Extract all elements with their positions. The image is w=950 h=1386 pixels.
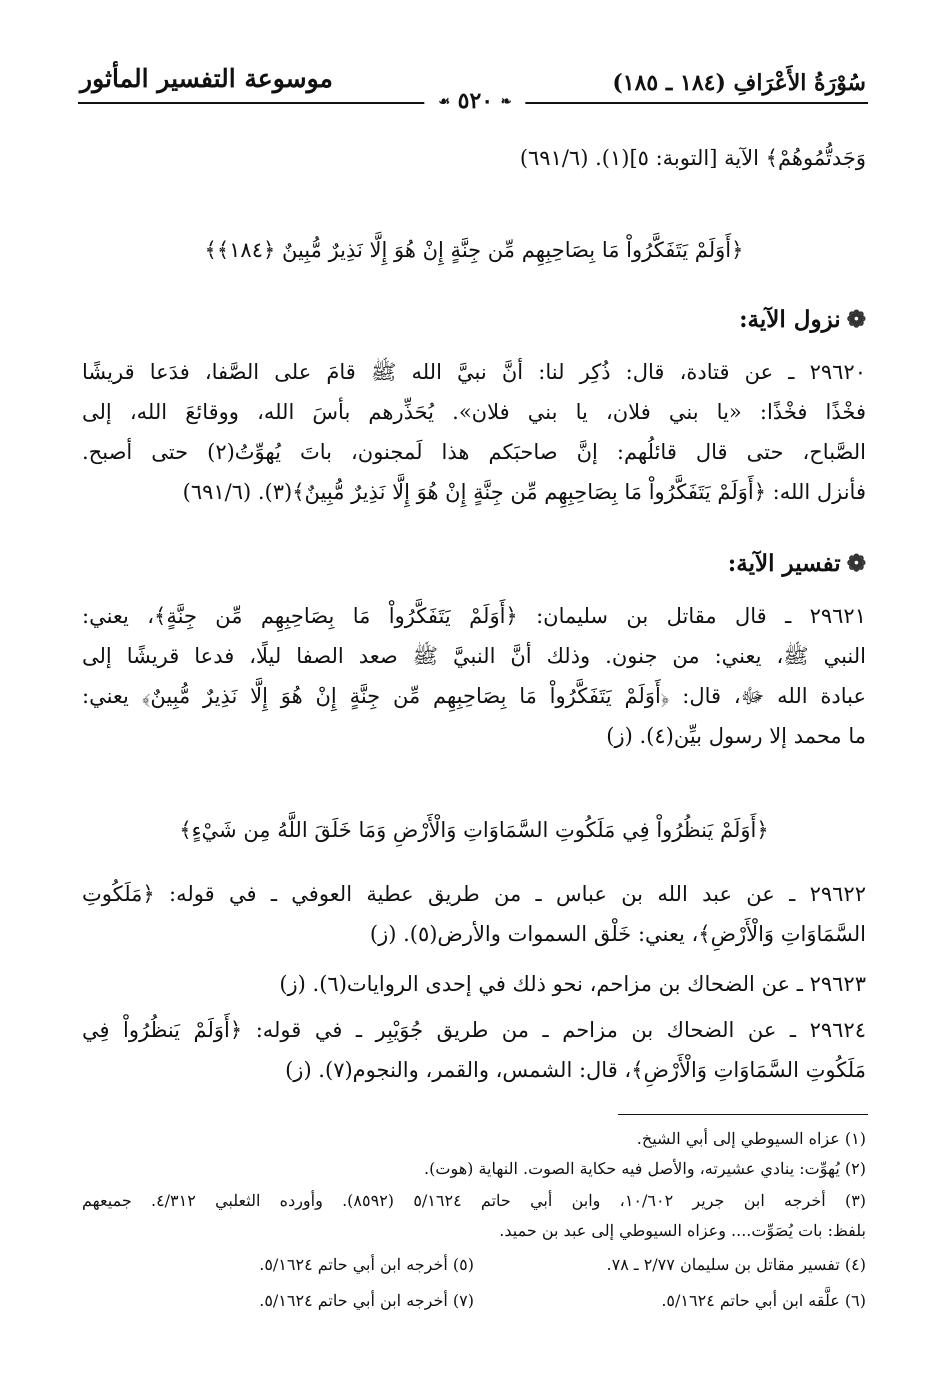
continuation-text: وَجَدتُّمُوهُمْ﴾ الآية [التوبة: ٥](١). (٦٩١/٦) [519,146,866,170]
footnote-1: (١) عزاه السيوطي إلى أبي الشيخ. [636,1129,866,1148]
ornament-right-icon: ☙ [438,94,450,110]
footnote-3-line-2: بلفظ: بات يُصَوِّت.... وعزاه السيوطي إلى عبد بن حميد. [499,1221,866,1240]
ornament-left-icon: ❧ [500,94,512,110]
footnote-3-line-1: (٣) أخرجه ابن جرير ١٠/٦٠٢، وابن أبي حاتم ٥/١٦٢٤ (٨٥٩٢). وأورده الثعلبي ٤/٣١٢. جميعهم [82,1191,866,1210]
narration-29623: ٢٩٦٢٣ ـ عن الضحاك بن مزاحم، نحو ذلك في إحدى الروايات(٦). (ز) [279,972,866,996]
ayah-185: ﴿أَوَلَمْ يَنظُرُواْ فِي مَلَكُوتِ السَّمَاوَاتِ وَالْأَرْضِ وَمَا خَلَقَ اللَّهُ مِن شَيْءٍ﴾ [179,818,769,842]
surah-title: سُوْرَةُ الأَعْرَافِ (١٨٤ ـ ١٨٥) [612,70,866,96]
flower-icon: ❁ [846,550,866,577]
section-heading-nuzul: ❁نزول الآية: [739,306,866,333]
footnote-4: (٤) تفسير مقاتل بن سليمان ٢/٧٧ ـ ٧٨. [606,1255,866,1274]
footnote-2: (٢) يُهوِّت: ينادي عشيرته، والأصل فيه حكاية الصوت. النهاية (هوت). [424,1159,866,1178]
footnote-7: (٧) أخرجه ابن أبي حاتم ٥/١٦٢٤. [259,1291,474,1310]
flower-icon: ❁ [846,306,866,333]
section-heading-tafsir: ❁تفسير الآية: [727,550,866,577]
ayah-184: ﴿أَوَلَمْ يَتَفَكَّرُواْ مَا بِصَاحِبِهِم مِّن جِنَّةٍ إِنْ هُوَ إِلَّا نَذِيرٌ مُّبِينٌ ﴿١٨٤﴾﴾ [204,238,744,262]
footnote-rule [618,1114,868,1115]
page-number-box [424,88,525,114]
book-title: موسوعة التفسير المأثور [80,64,333,93]
narration-29620: ٢٩٦٢٠ ـ عن قتادة، قال: ذُكِر لنا: أنَّ نبيَّ الله ﷺ قامَ على الصَّفا، فدَعا قريشًا فخْذًا فخْذًا: «يا بني فلان، يا بني فلان». يُحَذِّرهم بأسَ الله، ووقائعَ الله، إلى الصَّباح، حتى قال قائلُهم: إنَّ صاحبَكم هذا لَمجنون، باتَ يُهوِّتُ(٢) حتى أصبح. فأنزل الله: ﴿أَوَلَمْ يَتَفَكَّرُواْ مَا بِصَاحِبِهِم مِّن جِنَّةٍ إِنْ هُوَ إِلَّا نَذِيرٌ مُّبِينٌ﴾(٣). (٦٩١/٦) [82,360,866,504]
footnote-5: (٥) أخرجه ابن أبي حاتم ٥/١٦٢٤. [259,1255,474,1274]
page-number: ٥٢٠ [457,88,494,114]
footnote-6: (٦) علَّقه ابن أبي حاتم ٥/١٦٢٤. [661,1291,866,1310]
narration-29624: ٢٩٦٢٤ ـ عن الضحاك بن مزاحم ـ من طريق جُوَيْبِر ـ في قوله: ﴿أَوَلَمْ يَنظُرُواْ فِي مَلَكُوتِ السَّمَاوَاتِ وَالْأَرْضِ﴾، قال: الشمس، والقمر، والنجوم(٧). (ز) [82,1018,866,1082]
narration-29622: ٢٩٦٢٢ ـ عن عبد الله بن عباس ـ من طريق عطية العوفي ـ في قوله: ﴿مَلَكُوتِ السَّمَاوَاتِ وَالْأَرْضِ﴾، يعني: خَلْق السموات والأرض(٥). (ز) [82,882,866,946]
narration-29621: ٢٩٦٢١ ـ قال مقاتل بن سليمان: ﴿أَوَلَمْ يَتَفَكَّرُواْ مَا بِصَاحِبِهِم مِّن جِنَّةٍ﴾، يعني: النبي ﷺ، يعني: من جنون. وذلك أنَّ النبيَّ ﷺ صعد الصفا ليلًا، فدعا قريشًا إلى عبادة الله ﷻ، قال: ﴿أَوَلَمْ يَتَفَكَّرُواْ مَا بِصَاحِبِهِم مِّن جِنَّةٍ إِنْ هُوَ إِلَّا نَذِيرٌ مُّبِينٌ﴾ يعني: ما محمد إلا رسول بيِّن(٤). (ز) [82,604,866,748]
